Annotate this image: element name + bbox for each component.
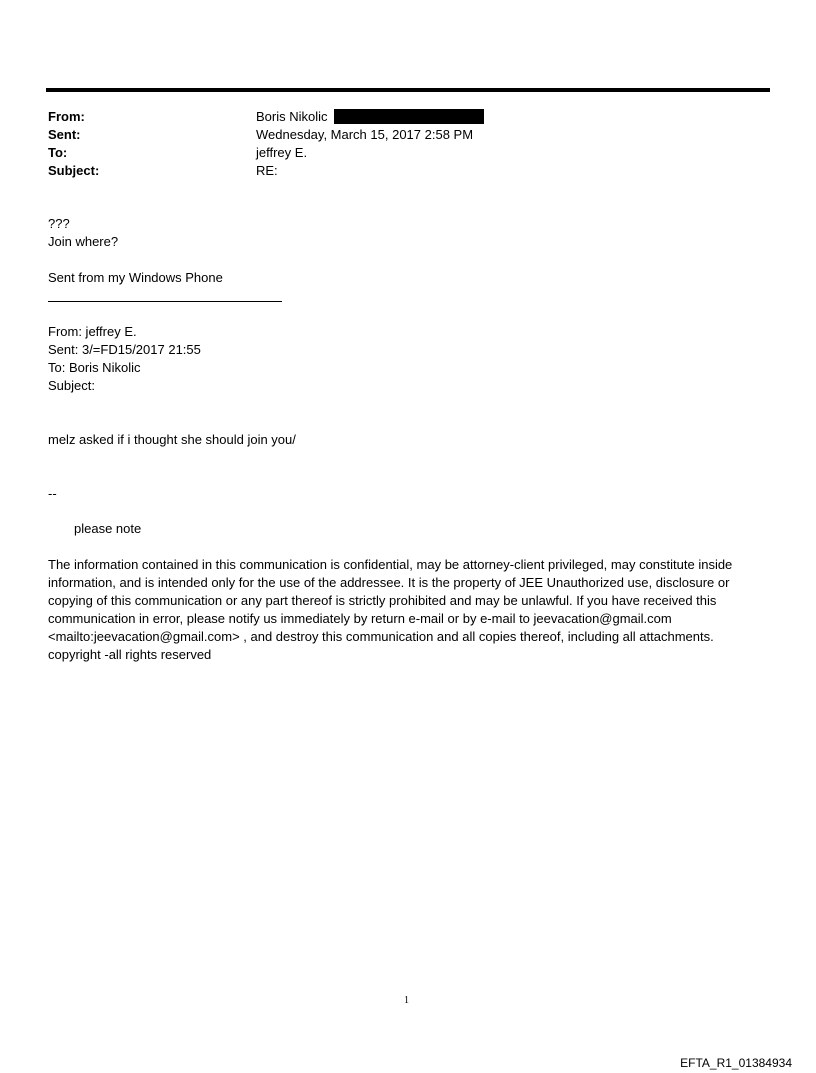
- quoted-subject: Subject:: [48, 378, 95, 393]
- to-row: [48, 144, 484, 162]
- from-label: From:: [48, 109, 85, 124]
- sent-value: Wednesday, March 15, 2017 2:58 PM: [256, 127, 474, 142]
- redaction-box: [334, 109, 484, 124]
- signature-dash: --: [48, 486, 57, 501]
- please-note: please note: [74, 521, 142, 536]
- quote-divider: [48, 301, 282, 302]
- sent-label: Sent:: [48, 127, 81, 142]
- document-id: EFTA_R1_01384934: [680, 1056, 792, 1070]
- page-number: 1: [404, 995, 409, 1006]
- sent-row: [48, 126, 484, 144]
- reply-signature: Sent from my Windows Phone: [48, 270, 223, 285]
- from-name: Boris Nikolic: [256, 109, 328, 124]
- subject-label: Subject:: [48, 163, 100, 178]
- header-rule: [46, 88, 770, 92]
- reply-line-1: ???: [48, 216, 70, 231]
- reply-line-2: Join where?: [48, 234, 119, 249]
- email-header: [48, 108, 484, 180]
- subject-value: RE:: [256, 163, 278, 178]
- quoted-from: From: jeffrey E.: [48, 324, 137, 339]
- quoted-body: melz asked if i thought she should join you/: [48, 432, 296, 447]
- to-value: jeffrey E.: [256, 145, 308, 160]
- from-value: [256, 108, 484, 126]
- quoted-to: To: Boris Nikolic: [48, 360, 141, 375]
- quoted-sent: Sent: 3/=FD15/2017 21:55: [48, 342, 201, 357]
- disclaimer-paragraph: The information contained in this communication is confidential, may be attorney-client privileged, may constitute inside information, and is intended only for the use of the addressee. It is the property of JEE Unauthorized use, disclosure or copying of this communication or any part thereof is strictly prohibited and may be unlawful. If you have received this communication in error, please notify us immediately by return e-mail or by e-mail to jeevacation@gmail.com <mailto:jeevacation@gmail.com> , and destroy this communication and all copies thereof, including all attachments. copyright -all rights reserved: [48, 557, 733, 662]
- to-label: To:: [48, 145, 68, 160]
- from-row: [48, 108, 484, 126]
- subject-row: [48, 162, 484, 180]
